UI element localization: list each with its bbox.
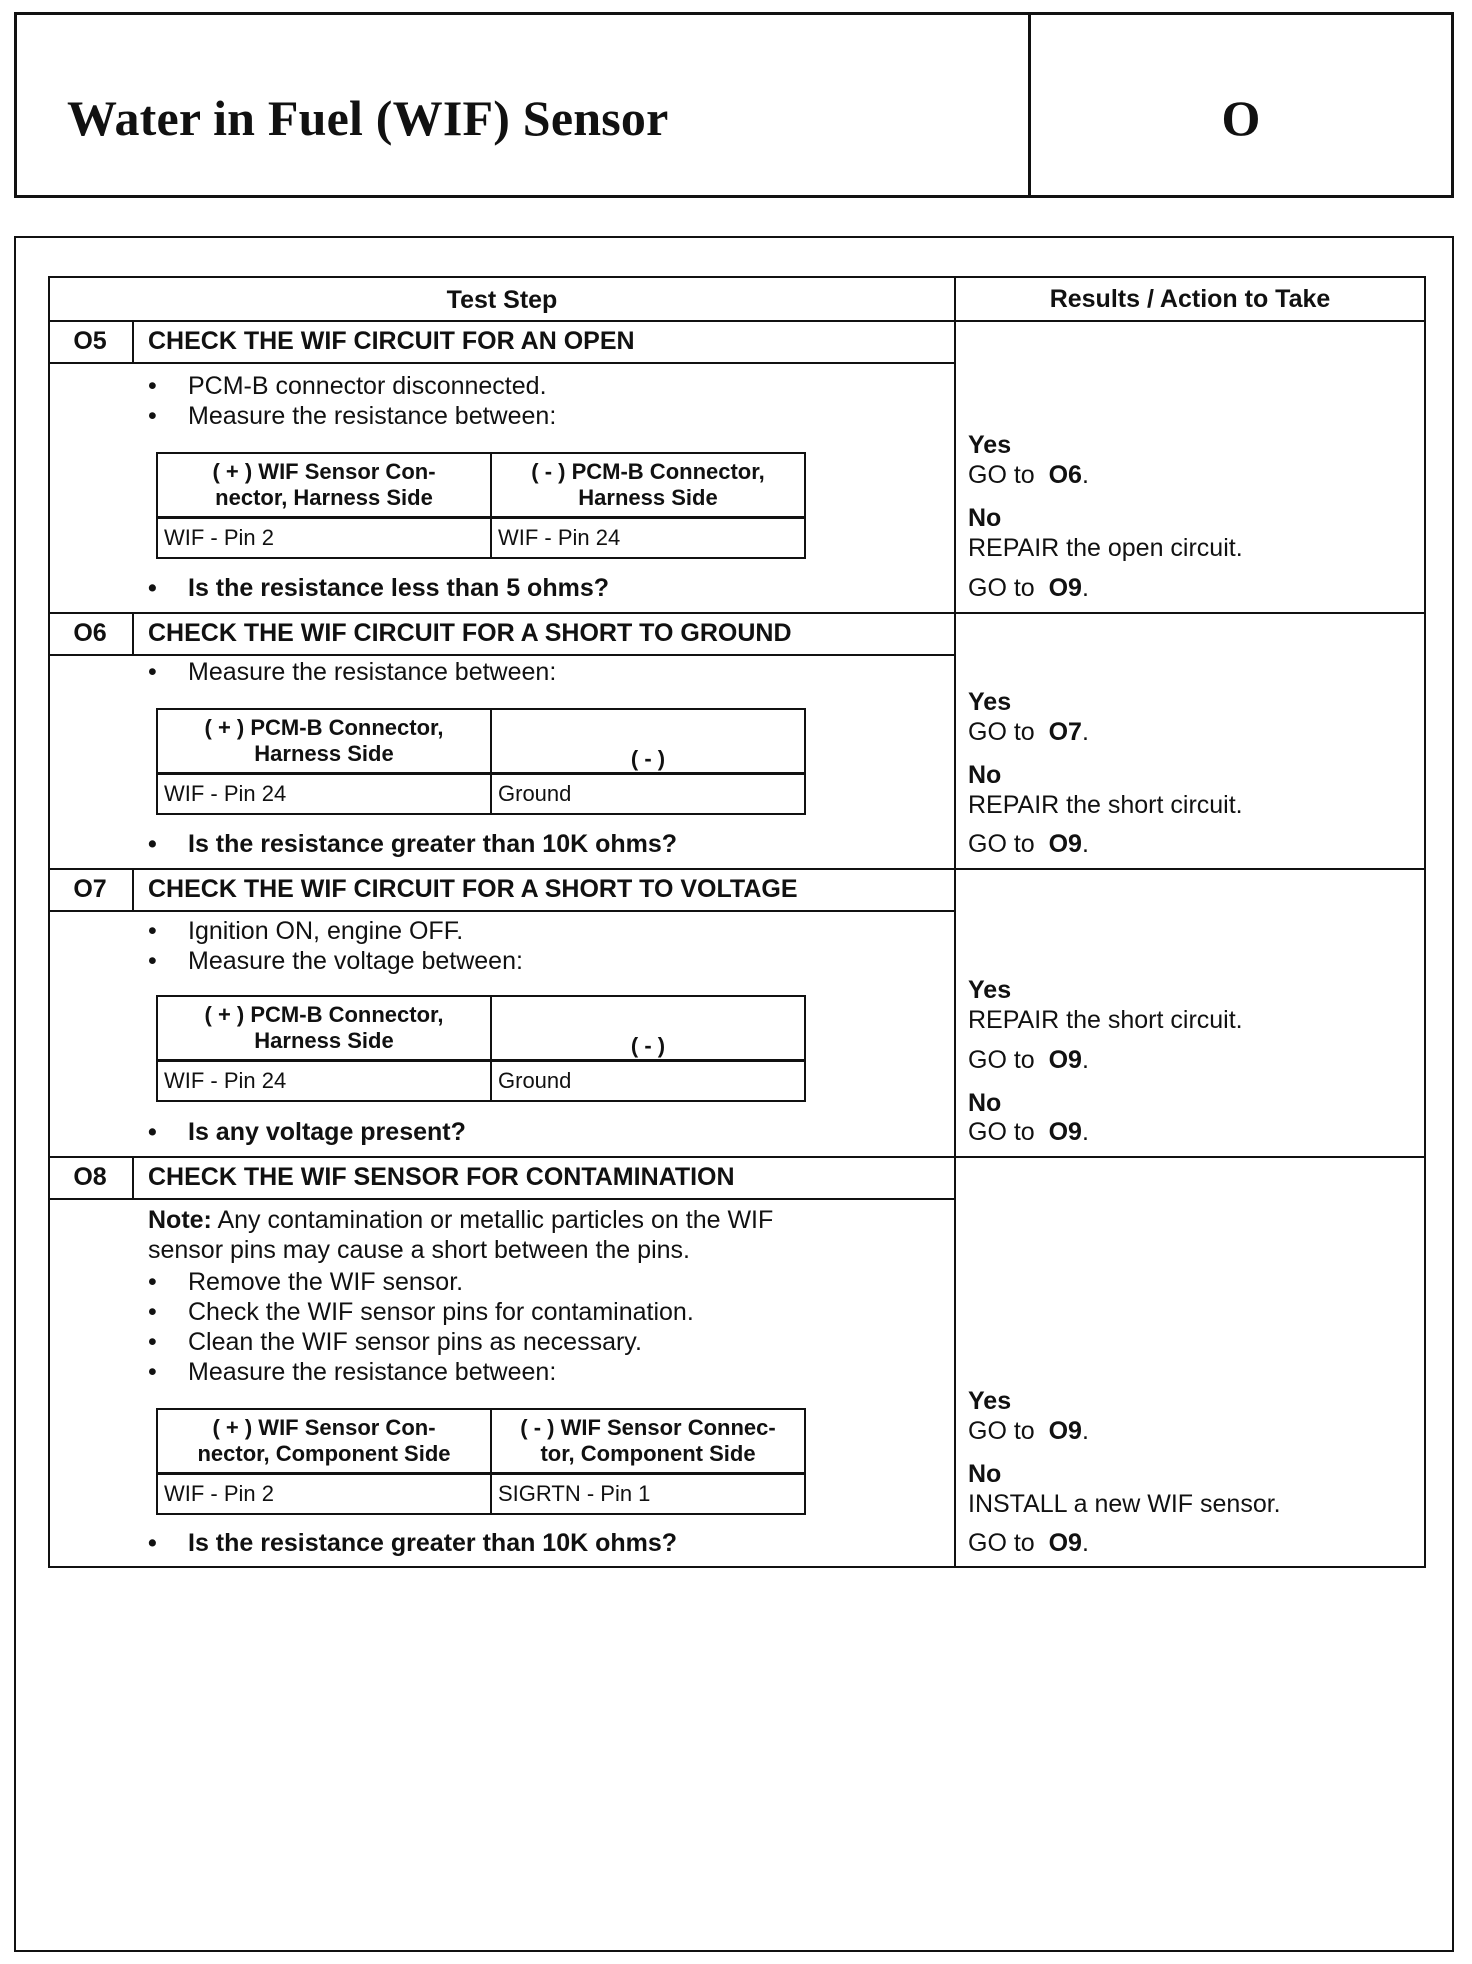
plus-pin-cell: WIF - Pin 2 xyxy=(157,1474,491,1515)
goto-target: O9 xyxy=(1048,1046,1082,1074)
plus-column-header xyxy=(157,996,491,1061)
o6-heading-line xyxy=(48,654,956,656)
result-yes-action: REPAIR the short circuit. xyxy=(968,1006,1243,1034)
plus-column-header xyxy=(157,1409,491,1474)
connector-table xyxy=(156,995,806,1102)
minus-pin-cell: WIF - Pin 24 xyxy=(491,518,805,559)
step-heading: CHECK THE WIF CIRCUIT FOR AN OPEN xyxy=(148,327,635,355)
step-question: • Is the resistance less than 5 ohms? xyxy=(188,573,609,603)
goto-target: O6 xyxy=(1048,461,1082,489)
o8-heading-line xyxy=(48,1198,956,1200)
step-bullet: • Remove the WIF sensor. xyxy=(188,1267,463,1297)
goto-target: O7 xyxy=(1048,718,1082,746)
goto-text: GO to xyxy=(968,1529,1035,1557)
result-no-action: INSTALL a new WIF sensor. xyxy=(968,1490,1281,1518)
header-line: Harness Side xyxy=(254,1028,394,1053)
grid-center-border xyxy=(954,276,956,1566)
header-line: Harness Side xyxy=(578,485,718,510)
result-no-goto: GO to O9. xyxy=(968,1529,1089,1557)
header-line: ( + ) PCM-B Connector, xyxy=(204,715,444,740)
result-yes-label: Yes xyxy=(968,976,1012,1004)
step-bullet: • Measure the resistance between: xyxy=(188,657,556,687)
section-code: O xyxy=(1221,90,1261,146)
grid-left-border xyxy=(48,276,50,1566)
connector-table xyxy=(156,1408,806,1515)
grid-right-border xyxy=(1424,276,1426,1566)
step-heading: CHECK THE WIF CIRCUIT FOR A SHORT TO GROUND xyxy=(148,619,792,647)
step-heading: CHECK THE WIF CIRCUIT FOR A SHORT TO VOLTAGE xyxy=(148,875,798,903)
goto-target: O9 xyxy=(1048,1529,1082,1557)
minus-pin-cell: Ground xyxy=(491,774,805,815)
result-yes-label: Yes xyxy=(968,1387,1012,1415)
goto-text: GO to xyxy=(968,1118,1035,1146)
goto-text: GO to xyxy=(968,718,1035,746)
step-id: O5 xyxy=(73,327,107,355)
result-no-action: GO to O9. xyxy=(968,1118,1089,1146)
minus-pin-cell: SIGRTN - Pin 1 xyxy=(491,1474,805,1515)
header-line: nector, Harness Side xyxy=(215,485,433,510)
minus-pin-cell: Ground xyxy=(491,1061,805,1102)
column-header-test-step: Test Step xyxy=(446,286,558,314)
goto-text: GO to xyxy=(968,1417,1035,1445)
step-bullet: • PCM-B connector disconnected. xyxy=(188,371,547,401)
result-no-goto: GO to O9. xyxy=(968,574,1089,602)
header-line: nector, Component Side xyxy=(197,1441,451,1466)
header-line: ( - ) PCM-B Connector, xyxy=(531,459,765,484)
result-no-goto: GO to O9. xyxy=(968,830,1089,858)
result-yes-label: Yes xyxy=(968,688,1012,716)
minus-column-header: ( - ) xyxy=(491,996,805,1061)
minus-column-header xyxy=(491,1409,805,1474)
step-id-sep-o8 xyxy=(132,1156,134,1198)
step-question: • Is any voltage present? xyxy=(188,1117,466,1147)
header-line: ( + ) PCM-B Connector, xyxy=(204,1002,444,1027)
goto-text: GO to xyxy=(968,574,1035,602)
plus-column-header xyxy=(157,453,491,518)
note-label: Note: xyxy=(148,1206,212,1234)
grid-bottom-border xyxy=(48,1566,1426,1568)
step-bullet: • Measure the resistance between: xyxy=(188,401,556,431)
o5-heading-line xyxy=(48,362,956,364)
header-line: ( + ) WIF Sensor Con- xyxy=(212,459,436,484)
goto-target: O9 xyxy=(1048,1118,1082,1146)
connector-table xyxy=(156,452,806,559)
header-bottom-line xyxy=(48,320,1426,322)
result-no-label: No xyxy=(968,504,1002,532)
minus-column-header: ( - ) xyxy=(491,709,805,774)
result-yes-action: GO to O6. xyxy=(968,461,1089,489)
goto-target: O9 xyxy=(1048,574,1082,602)
minus-column-header xyxy=(491,453,805,518)
grid-top-border xyxy=(48,276,1426,278)
goto-text: GO to xyxy=(968,1046,1035,1074)
step-id: O7 xyxy=(73,875,107,903)
result-no-label: No xyxy=(968,1089,1002,1117)
step-bullet: • Check the WIF sensor pins for contamination. xyxy=(188,1297,694,1327)
step-question: • Is the resistance greater than 10K ohms? xyxy=(188,829,677,859)
step-question: • Is the resistance greater than 10K ohms? xyxy=(188,1528,677,1558)
result-yes-label: Yes xyxy=(968,431,1012,459)
header-line: Harness Side xyxy=(254,741,394,766)
note-text: Any contamination or metallic particles on the WIF xyxy=(217,1206,774,1234)
o7-heading-line xyxy=(48,910,956,912)
step-id-sep-o7 xyxy=(132,868,134,910)
step-id-sep-o6 xyxy=(132,612,134,654)
plus-column-header xyxy=(157,709,491,774)
header-line: tor, Component Side xyxy=(540,1441,756,1466)
goto-target: O9 xyxy=(1048,830,1082,858)
title-box xyxy=(14,12,1454,198)
o6-bottom-line xyxy=(48,868,1426,870)
step-id-sep-o5 xyxy=(132,320,134,362)
result-no-label: No xyxy=(968,1460,1002,1488)
o7-bottom-line xyxy=(48,1156,1426,1158)
result-yes-action: GO to O7. xyxy=(968,718,1089,746)
header-line: ( + ) WIF Sensor Con- xyxy=(212,1415,436,1440)
step-bullet: • Clean the WIF sensor pins as necessary. xyxy=(188,1327,642,1357)
page-title: Water in Fuel (WIF) Sensor xyxy=(67,90,669,146)
step-id: O6 xyxy=(73,619,107,647)
result-no-label: No xyxy=(968,761,1002,789)
step-note-continued: sensor pins may cause a short between the pins. xyxy=(148,1236,690,1264)
connector-table xyxy=(156,708,806,815)
column-header-results: Results / Action to Take xyxy=(1049,285,1331,313)
step-bullet: • Ignition ON, engine OFF. xyxy=(188,916,463,946)
header-line: ( - ) WIF Sensor Connec- xyxy=(520,1415,776,1440)
goto-target: O9 xyxy=(1048,1417,1082,1445)
result-yes-goto: GO to O9. xyxy=(968,1046,1089,1074)
plus-pin-cell: WIF - Pin 2 xyxy=(157,518,491,559)
result-yes-action: GO to O9. xyxy=(968,1417,1089,1445)
o5-bottom-line xyxy=(48,612,1426,614)
step-heading: CHECK THE WIF SENSOR FOR CONTAMINATION xyxy=(148,1163,735,1191)
goto-text: GO to xyxy=(968,461,1035,489)
goto-text: GO to xyxy=(968,830,1035,858)
plus-pin-cell: WIF - Pin 24 xyxy=(157,1061,491,1102)
step-bullet: • Measure the voltage between: xyxy=(188,946,523,976)
result-no-action: REPAIR the short circuit. xyxy=(968,791,1243,819)
step-note xyxy=(148,1205,773,1235)
step-bullet: • Measure the resistance between: xyxy=(188,1357,556,1387)
result-no-action: REPAIR the open circuit. xyxy=(968,534,1243,562)
step-id: O8 xyxy=(73,1163,107,1191)
plus-pin-cell: WIF - Pin 24 xyxy=(157,774,491,815)
